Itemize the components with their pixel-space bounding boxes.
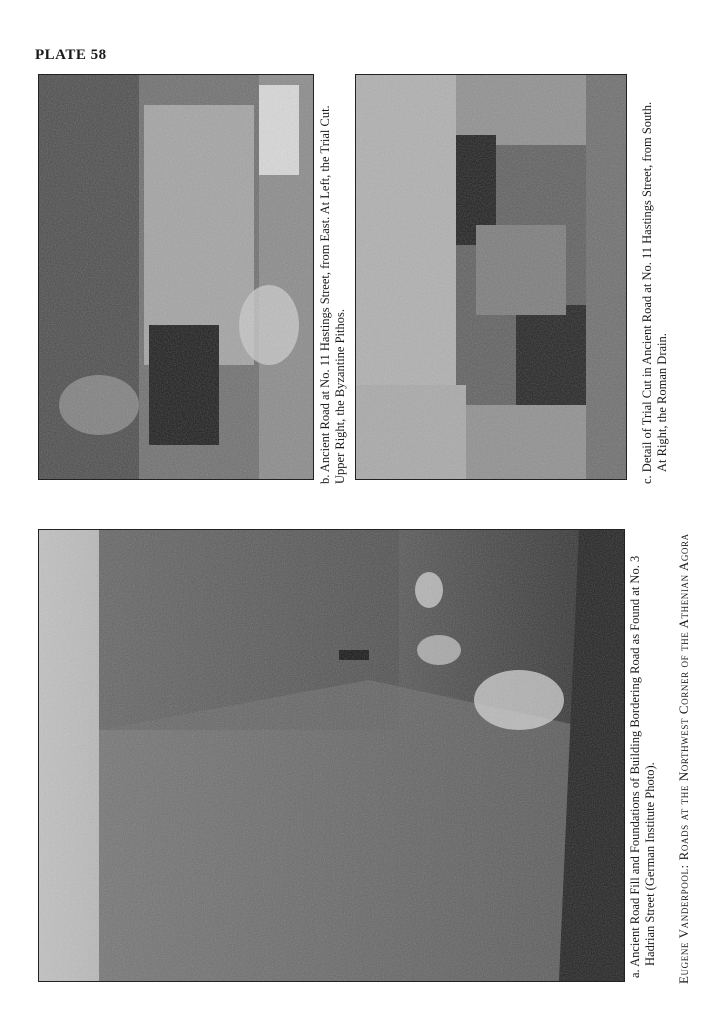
caption-b-line-1: b. Ancient Road at No. 11 Hastings Street, from East. At Left, the Trial Cut. <box>318 105 332 484</box>
plate-label: PLATE 58 <box>35 47 107 63</box>
caption-c-line-2: At Right, the Roman Drain. <box>655 333 669 472</box>
caption-a-line-1: a. Ancient Road Fill and Foundations of Building Bordering Road as Found at No. 3 <box>628 555 642 978</box>
caption-a <box>628 518 658 978</box>
running-footer: Eugene Vanderpool: Roads at the Northwest Corner of the Athenian Agora <box>676 533 691 984</box>
photo-c <box>355 74 627 480</box>
caption-a-line-2: Hadrian Street (German Institute Photo). <box>643 762 657 966</box>
photo-a <box>38 529 625 982</box>
caption-b-line-2: Upper Right, the Byzantine Pithos. <box>333 309 347 484</box>
caption-c <box>640 64 670 484</box>
photo-b <box>38 74 314 480</box>
caption-b <box>318 64 348 484</box>
caption-c-line-1: c. Detail of Trial Cut in Ancient Road at No. 11 Hastings Street, from South. <box>640 101 654 484</box>
